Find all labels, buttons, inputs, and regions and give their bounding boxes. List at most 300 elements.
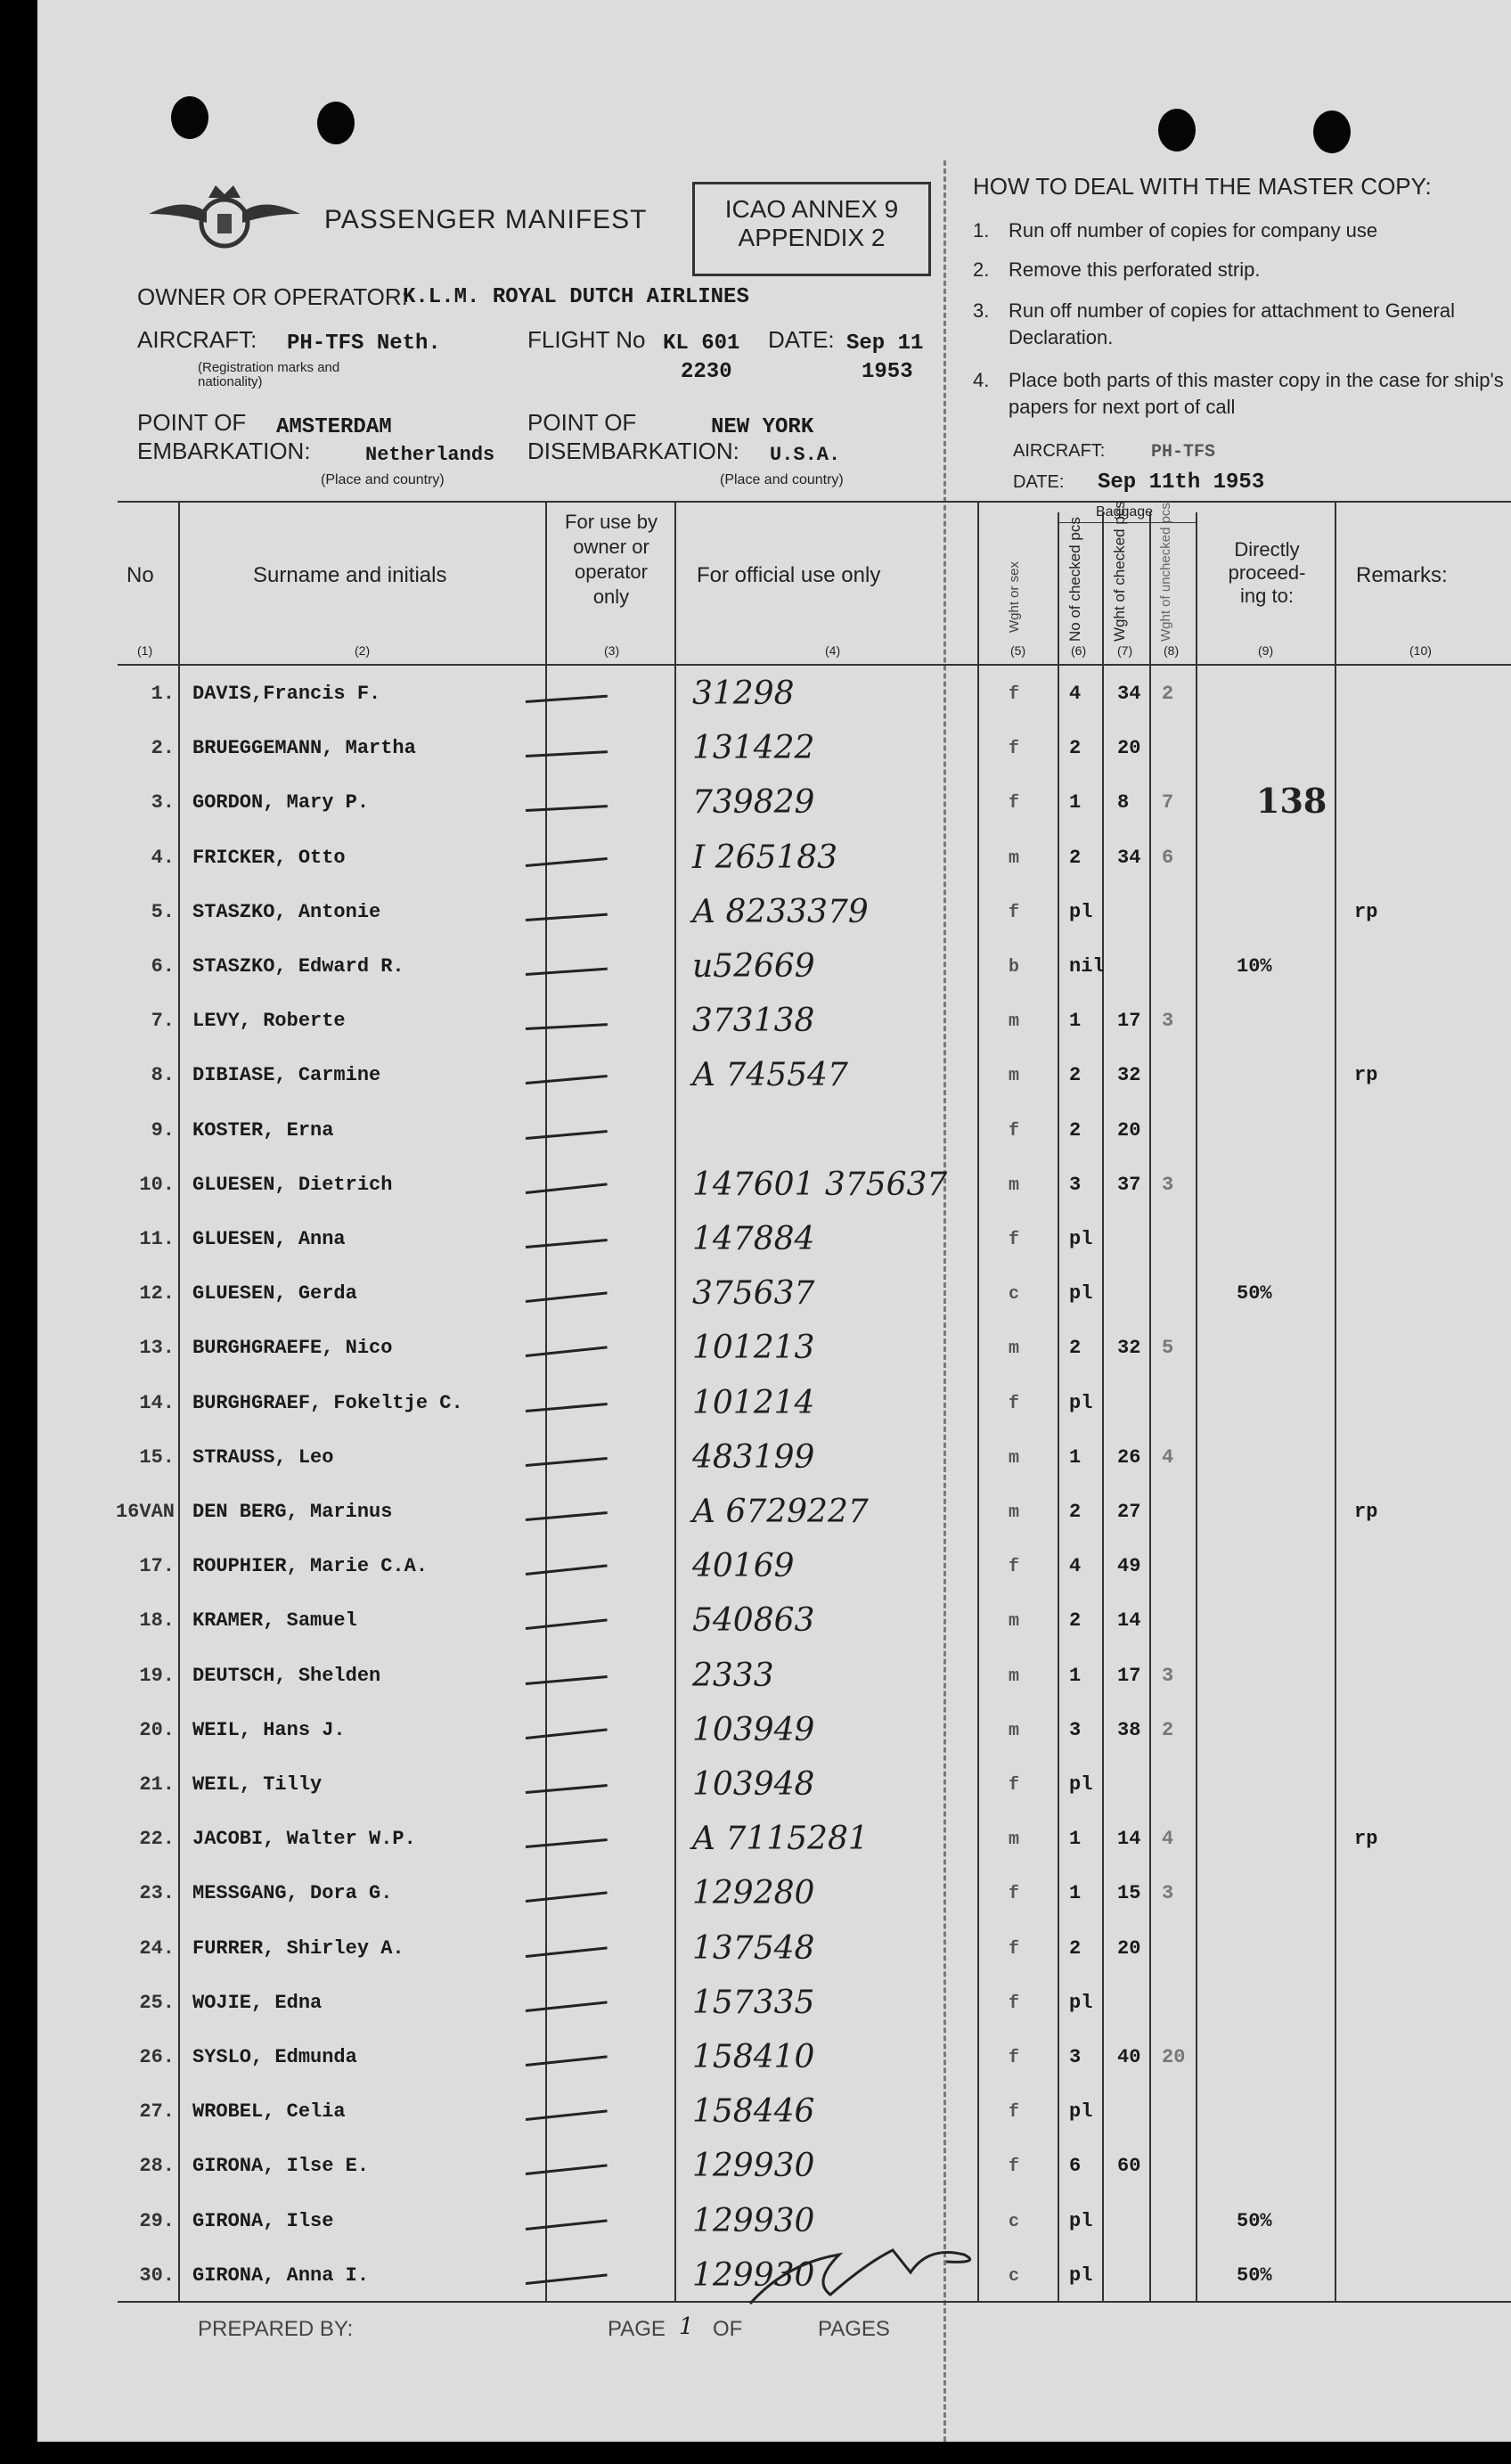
table-header-rule <box>118 664 1511 666</box>
passenger-sex: f <box>1009 684 1020 705</box>
klm-crown-logo-icon <box>144 178 305 258</box>
passenger-name: JACOBI, Walter W.P. <box>192 1828 416 1851</box>
passenger-sex: f <box>1009 2048 1020 2068</box>
checked-pieces: 6 <box>1069 2155 1082 2178</box>
checked-weight: 34 <box>1117 683 1141 705</box>
pages-label: PAGES <box>818 2317 890 2341</box>
row-number: 3. <box>151 791 175 815</box>
row-number: 17. <box>139 1555 175 1578</box>
passenger-sex: f <box>1009 902 1020 923</box>
col-num: (1) <box>137 643 153 658</box>
passenger-sex: f <box>1009 1938 1020 1960</box>
col-header-no-checked: No of checked pcs <box>1066 517 1083 642</box>
passenger-sex: c <box>1009 2211 1020 2232</box>
owner-use-dash <box>526 1619 608 1631</box>
passenger-sex: m <box>1009 1830 1020 1851</box>
col-header-remarks: Remarks: <box>1356 563 1448 587</box>
passenger-sex: f <box>1009 1775 1020 1796</box>
proceeding-fare: 10% <box>1237 955 1272 978</box>
passenger-sex: f <box>1009 1230 1020 1250</box>
passenger-name: STRAUSS, Leo <box>192 1445 334 1469</box>
checked-pieces: 1 <box>1069 1882 1082 1905</box>
passenger-sex: f <box>1009 1993 1020 2014</box>
official-number: 540863 <box>692 1602 815 1640</box>
unchecked-weight: 4 <box>1162 1828 1174 1851</box>
checked-weight: 34 <box>1117 846 1141 869</box>
checked-pieces: 3 <box>1069 2046 1082 2068</box>
passenger-sex: f <box>1009 1884 1020 1905</box>
checked-pieces: 1 <box>1069 1828 1082 1851</box>
checked-weight: 17 <box>1117 1664 1141 1687</box>
passenger-name: BURGHGRAEF, Fokeltje C. <box>192 1391 463 1414</box>
prepared-by-label: PREPARED BY: <box>198 2317 354 2341</box>
passenger-sex: f <box>1009 2157 1020 2178</box>
checked-weight: 60 <box>1117 2155 1141 2178</box>
checked-pieces: 2 <box>1069 1337 1082 1360</box>
page-number: 1 <box>679 2313 694 2340</box>
checked-weight: 20 <box>1117 1118 1141 1142</box>
row-number: 11. <box>139 1228 175 1250</box>
remark: rp <box>1354 1064 1378 1087</box>
owner-use-dash <box>526 1023 608 1030</box>
checked-pieces: nil <box>1069 955 1105 978</box>
col-num: (8) <box>1164 643 1180 658</box>
col-header-baggage: Baggage <box>1096 504 1154 520</box>
punch-hole <box>1158 109 1196 151</box>
passenger-name: GORDON, Mary P. <box>192 791 370 815</box>
table-row <box>37 1385 1511 1439</box>
checked-weight: 37 <box>1117 1173 1141 1196</box>
instruction-1-text: Run off number of copies for company use <box>1009 219 1378 241</box>
checked-pieces: 2 <box>1069 1118 1082 1142</box>
official-number: 129930 <box>692 2148 815 2185</box>
checked-pieces: 1 <box>1069 1445 1082 1469</box>
unchecked-weight: 20 <box>1162 2046 1186 2068</box>
aircraft-note: (Registration marks and nationality) <box>198 360 340 389</box>
unchecked-weight: 3 <box>1162 1664 1174 1687</box>
embark-label: POINT OF EMBARKATION: <box>137 409 311 464</box>
col-num: (6) <box>1071 643 1087 658</box>
of-label: OF <box>713 2317 743 2341</box>
table-row <box>37 1112 1511 1167</box>
official-number: 103949 <box>692 1711 815 1748</box>
owner-use-dash <box>526 1239 608 1248</box>
owner-use-dash <box>526 1130 608 1140</box>
passenger-name: GLUESEN, Gerda <box>192 1282 357 1306</box>
row-number: 7. <box>151 1010 175 1033</box>
passenger-sex: m <box>1009 1447 1020 1469</box>
checked-pieces: 1 <box>1069 1664 1082 1687</box>
col-header-surname: Surname and initials <box>253 563 447 587</box>
row-number: 16VAN <box>115 1501 175 1523</box>
passenger-sex: f <box>1009 793 1020 815</box>
owner-use-dash <box>526 2165 608 2176</box>
checked-pieces: pl <box>1069 2100 1093 2124</box>
official-number: 40169 <box>692 1548 795 1585</box>
row-number: 1. <box>151 683 175 705</box>
unchecked-weight: 2 <box>1162 683 1174 705</box>
date-year: 1953 <box>862 360 913 384</box>
checked-pieces: pl <box>1069 1228 1093 1250</box>
checked-weight: 40 <box>1117 2046 1141 2068</box>
passenger-name: DEN BERG, Marinus <box>192 1501 393 1523</box>
checked-pieces: 2 <box>1069 1064 1082 1087</box>
disembark-country: U.S.A. <box>770 444 841 466</box>
instruction-4-text: Place both parts of this master copy in the case for ship's papers for next port of call <box>1009 369 1504 418</box>
official-number: 739829 <box>692 784 815 822</box>
col-num: (2) <box>355 643 371 658</box>
table-row <box>37 894 1511 948</box>
unchecked-weight: 3 <box>1162 1173 1174 1196</box>
row-number: 21. <box>139 1773 175 1796</box>
owner-use-dash <box>526 1728 608 1740</box>
passenger-name: WROBEL, Celia <box>192 2100 346 2124</box>
row-number: 8. <box>151 1064 175 1087</box>
passenger-sex: f <box>1009 1557 1020 1578</box>
unchecked-weight: 2 <box>1162 1718 1174 1741</box>
passenger-sex: m <box>1009 1175 1020 1196</box>
official-number: 157335 <box>692 1984 815 2021</box>
embark-city: AMSTERDAM <box>276 415 392 439</box>
official-number: 137548 <box>692 1929 815 1967</box>
official-number: 375637 <box>692 1275 815 1313</box>
official-number: 101213 <box>692 1330 815 1367</box>
official-number: 129280 <box>692 1875 815 1912</box>
owner-use-dash <box>526 1403 608 1412</box>
date-value: Sep 11 <box>846 332 924 356</box>
checked-weight: 32 <box>1117 1337 1141 1360</box>
unchecked-weight: 3 <box>1162 1010 1174 1033</box>
instruction-2: 2. Remove this perforated strip. <box>973 258 1261 281</box>
table-row <box>37 1875 1511 1929</box>
manifest-sheet <box>37 0 1511 2442</box>
passenger-sex: m <box>1009 1338 1020 1360</box>
passenger-name: STASZKO, Antonie <box>192 900 381 923</box>
owner-use-dash <box>526 913 608 921</box>
col-num: (7) <box>1117 643 1133 658</box>
owner-label: OWNER OR OPERATOR: <box>137 283 408 310</box>
owner-use-dash <box>526 1946 608 1958</box>
passenger-sex: f <box>1009 1120 1020 1142</box>
passenger-sex: m <box>1009 1666 1020 1687</box>
unchecked-weight: 3 <box>1162 1882 1174 1905</box>
passenger-name: ROUPHIER, Marie C.A. <box>192 1555 429 1578</box>
owner-use-dash <box>526 1183 608 1194</box>
passenger-name: GIRONA, Ilse E. <box>192 2155 370 2178</box>
icao-line1: ICAO ANNEX 9 <box>724 195 899 223</box>
disembark-city: NEW YORK <box>711 415 814 439</box>
checked-pieces: pl <box>1069 2263 1093 2287</box>
table-row <box>37 1003 1511 1057</box>
official-number: 101214 <box>692 1384 815 1421</box>
checked-pieces: 2 <box>1069 1936 1082 1960</box>
instruction-4: 4. Place both parts of this master copy in the case for ship's papers for next port of call <box>973 369 1504 418</box>
col-num: (9) <box>1258 643 1274 658</box>
owner-use-dash <box>526 806 608 813</box>
passenger-name: BRUEGGEMANN, Martha <box>192 737 416 760</box>
passenger-name: DAVIS,Francis F. <box>192 683 381 705</box>
row-number: 25. <box>139 1991 175 2014</box>
checked-pieces: 2 <box>1069 1501 1082 1523</box>
col-header-proceeding: Directly proceed- ing to: <box>1228 538 1306 607</box>
table-row <box>37 730 1511 784</box>
table-row <box>37 1330 1511 1384</box>
remark: rp <box>1354 1828 1378 1851</box>
passenger-sex: c <box>1009 1284 1020 1306</box>
row-number: 27. <box>139 2100 175 2124</box>
instr-date-label: DATE: <box>1013 472 1065 492</box>
unchecked-weight: 7 <box>1162 791 1174 815</box>
table-row <box>37 2148 1511 2202</box>
punch-hole <box>1313 111 1351 153</box>
table-row <box>37 1766 1511 1821</box>
owner-use-dash <box>526 1675 608 1685</box>
official-number: 103948 <box>692 1766 815 1803</box>
page-label: PAGE <box>608 2317 666 2341</box>
unchecked-weight: 6 <box>1162 846 1174 869</box>
passenger-sex: m <box>1009 1720 1020 1741</box>
official-number: 129930 <box>692 2256 815 2294</box>
checked-pieces: 1 <box>1069 1010 1082 1033</box>
row-number: 6. <box>151 955 175 978</box>
instruction-3-text: Run off number of copies for attachment to General Declaration. <box>1009 299 1455 348</box>
passenger-name: LEVY, Roberte <box>192 1010 346 1033</box>
official-number: A 745547 <box>692 1057 848 1094</box>
col-header-weight-sex: Wght or sex <box>1007 561 1022 633</box>
table-row <box>37 1167 1511 1221</box>
passenger-name: SYSLO, Edmunda <box>192 2046 357 2068</box>
official-number: 131422 <box>692 730 815 767</box>
passenger-name: GIRONA, Anna I. <box>192 2263 370 2287</box>
passenger-name: KOSTER, Erna <box>192 1118 334 1142</box>
passenger-name: GLUESEN, Dietrich <box>192 1173 393 1196</box>
owner-use-dash <box>526 2219 608 2231</box>
passenger-sex: f <box>1009 2102 1020 2124</box>
col-num: (5) <box>1010 643 1026 658</box>
table-row <box>37 1821 1511 1875</box>
flight-value: KL 601 <box>663 332 740 356</box>
checked-weight: 49 <box>1117 1555 1141 1578</box>
official-number: 129930 <box>692 2202 815 2239</box>
passenger-name: FRICKER, Otto <box>192 846 346 869</box>
owner-use-dash <box>526 1457 608 1467</box>
checked-weight: 32 <box>1117 1064 1141 1087</box>
unchecked-weight: 5 <box>1162 1337 1174 1360</box>
instruction-1: 1. Run off number of copies for company use <box>973 219 1378 241</box>
official-number: 158446 <box>692 2093 815 2131</box>
row-number: 10. <box>139 1173 175 1196</box>
official-number: 31298 <box>692 675 795 712</box>
row-number: 30. <box>139 2263 175 2287</box>
table-row <box>37 1548 1511 1602</box>
instr-aircraft-value: PH-TFS <box>1151 442 1216 463</box>
embark-note: (Place and country) <box>321 472 445 487</box>
checked-pieces: 2 <box>1069 846 1082 869</box>
owner-use-dash <box>526 1565 608 1576</box>
passenger-sex: m <box>1009 1066 1020 1087</box>
owner-use-dash <box>526 2001 608 2012</box>
manifest-title: PASSENGER MANIFEST <box>324 205 648 234</box>
official-number: A 8233379 <box>692 893 869 930</box>
instr-aircraft-label: AIRCRAFT: <box>1013 441 1106 461</box>
checked-pieces: 1 <box>1069 791 1082 815</box>
col-header-no: No <box>127 563 154 587</box>
official-number: 147601 375637 <box>692 1166 948 1203</box>
checked-weight: 14 <box>1117 1828 1141 1851</box>
punch-hole <box>317 102 355 144</box>
checked-pieces: pl <box>1069 1991 1093 2014</box>
table-row <box>37 1602 1511 1657</box>
stamp-number: 138 <box>1256 781 1327 821</box>
checked-pieces: 3 <box>1069 1718 1082 1741</box>
official-number: u52669 <box>692 948 815 985</box>
col-header-owner-use: For use by owner or operator only <box>565 511 657 608</box>
signature-icon <box>732 2228 1000 2317</box>
owner-use-dash <box>526 1838 608 1848</box>
owner-use-dash <box>526 2110 608 2122</box>
proceeding-fare: 50% <box>1237 2209 1272 2232</box>
passenger-name: GLUESEN, Anna <box>192 1228 346 1250</box>
col-header-official: For official use only <box>697 563 881 587</box>
checked-weight: 38 <box>1117 1718 1141 1741</box>
official-number: 483199 <box>692 1438 815 1476</box>
passenger-name: MESSGANG, Dora G. <box>192 1882 393 1905</box>
table-row <box>37 1658 1511 1712</box>
col-num: (3) <box>604 643 620 658</box>
passenger-name: STASZKO, Edward R. <box>192 955 404 978</box>
passenger-sex: f <box>1009 739 1020 760</box>
table-row <box>37 675 1511 730</box>
date-label: DATE: <box>768 326 835 353</box>
row-number: 23. <box>139 1882 175 1905</box>
instr-date-value: Sep 11th 1953 <box>1098 471 1265 495</box>
checked-pieces: pl <box>1069 2209 1093 2232</box>
row-number: 28. <box>139 2155 175 2178</box>
checked-pieces: pl <box>1069 1391 1093 1414</box>
table-row <box>37 1494 1511 1548</box>
remark: rp <box>1354 900 1378 923</box>
flight-time: 2230 <box>681 360 732 384</box>
official-number: 147884 <box>692 1221 815 1257</box>
passenger-name: DEUTSCH, Shelden <box>192 1664 381 1687</box>
checked-weight: 17 <box>1117 1010 1141 1033</box>
passenger-name: DIBIASE, Carmine <box>192 1064 381 1087</box>
checked-pieces: 2 <box>1069 737 1082 760</box>
owner-value: K.L.M. ROYAL DUTCH AIRLINES <box>403 285 749 309</box>
row-number: 2. <box>151 737 175 760</box>
owner-use-dash <box>526 857 608 867</box>
checked-pieces: 2 <box>1069 1609 1082 1633</box>
row-number: 15. <box>139 1445 175 1469</box>
table-row <box>37 1985 1511 2039</box>
disembark-note: (Place and country) <box>720 472 844 487</box>
row-number: 12. <box>139 1282 175 1306</box>
official-number: I 265183 <box>692 839 838 876</box>
icao-line2: APPENDIX 2 <box>738 224 886 251</box>
checked-weight: 15 <box>1117 1882 1141 1905</box>
checked-pieces: 4 <box>1069 1555 1082 1578</box>
passenger-sex: c <box>1009 2265 1020 2287</box>
row-number: 29. <box>139 2209 175 2232</box>
passenger-sex: m <box>1009 1502 1020 1523</box>
passenger-sex: f <box>1009 1393 1020 1414</box>
checked-weight: 26 <box>1117 1445 1141 1469</box>
checked-pieces: pl <box>1069 900 1093 923</box>
passenger-sex: b <box>1009 957 1020 978</box>
table-row <box>37 948 1511 1003</box>
flight-label: FLIGHT No <box>527 326 646 353</box>
table-row <box>37 839 1511 894</box>
table-row <box>37 1275 1511 1330</box>
checked-weight: 14 <box>1117 1609 1141 1633</box>
col-header-wght-checked: Wght of checked pcs <box>1111 501 1128 642</box>
embark-country: Netherlands <box>365 444 495 466</box>
passenger-name: GIRONA, Ilse <box>192 2209 334 2232</box>
table-row <box>37 1221 1511 1275</box>
passenger-sex: m <box>1009 1011 1020 1033</box>
aircraft-label: AIRCRAFT: <box>137 326 257 353</box>
col-num: (4) <box>825 643 841 658</box>
passenger-sex: m <box>1009 1611 1020 1633</box>
passenger-name: KRAMER, Samuel <box>192 1609 357 1633</box>
owner-use-dash <box>526 695 608 703</box>
table-row <box>37 1057 1511 1111</box>
passenger-name: WOJIE, Edna <box>192 1991 323 2014</box>
checked-pieces: pl <box>1069 1773 1093 1796</box>
table-row <box>37 1930 1511 1985</box>
owner-use-dash <box>526 1784 608 1794</box>
punch-hole <box>171 96 208 139</box>
checked-weight: 27 <box>1117 1501 1141 1523</box>
row-number: 13. <box>139 1337 175 1360</box>
row-number: 19. <box>139 1664 175 1687</box>
checked-weight: 20 <box>1117 737 1141 760</box>
passenger-name: FURRER, Shirley A. <box>192 1936 404 1960</box>
table-top-rule <box>118 501 1511 503</box>
row-number: 22. <box>139 1828 175 1851</box>
owner-use-dash <box>526 2273 608 2285</box>
checked-weight: 20 <box>1117 1936 1141 1960</box>
owner-use-dash <box>526 968 608 976</box>
row-number: 5. <box>151 900 175 923</box>
table-row <box>37 1439 1511 1494</box>
owner-use-dash <box>526 1347 608 1358</box>
aircraft-value: PH-TFS Neth. <box>287 332 441 356</box>
row-number: 18. <box>139 1609 175 1633</box>
instructions-title: HOW TO DEAL WITH THE MASTER COPY: <box>973 173 1432 200</box>
owner-use-dash <box>526 2055 608 2067</box>
col-num: (10) <box>1409 643 1432 658</box>
row-number: 26. <box>139 2046 175 2068</box>
checked-pieces: 4 <box>1069 683 1082 705</box>
proceeding-fare: 50% <box>1237 2263 1272 2287</box>
owner-use-dash <box>526 1511 608 1521</box>
passenger-name: WEIL, Hans J. <box>192 1718 346 1741</box>
unchecked-weight: 4 <box>1162 1445 1174 1469</box>
row-number: 9. <box>151 1118 175 1142</box>
owner-use-dash <box>526 1075 608 1085</box>
owner-use-dash <box>526 1892 608 1903</box>
passenger-sex: m <box>1009 847 1020 869</box>
official-number: 373138 <box>692 1003 815 1040</box>
row-number: 20. <box>139 1718 175 1741</box>
passenger-name: WEIL, Tilly <box>192 1773 323 1796</box>
official-number: A 6729227 <box>692 1494 869 1530</box>
owner-use-dash <box>526 1292 608 1304</box>
official-number: A 7115281 <box>692 1821 869 1858</box>
instruction-3: 3. Run off number of copies for attachment to General Declaration. <box>973 299 1455 348</box>
checked-weight: 8 <box>1117 791 1130 815</box>
